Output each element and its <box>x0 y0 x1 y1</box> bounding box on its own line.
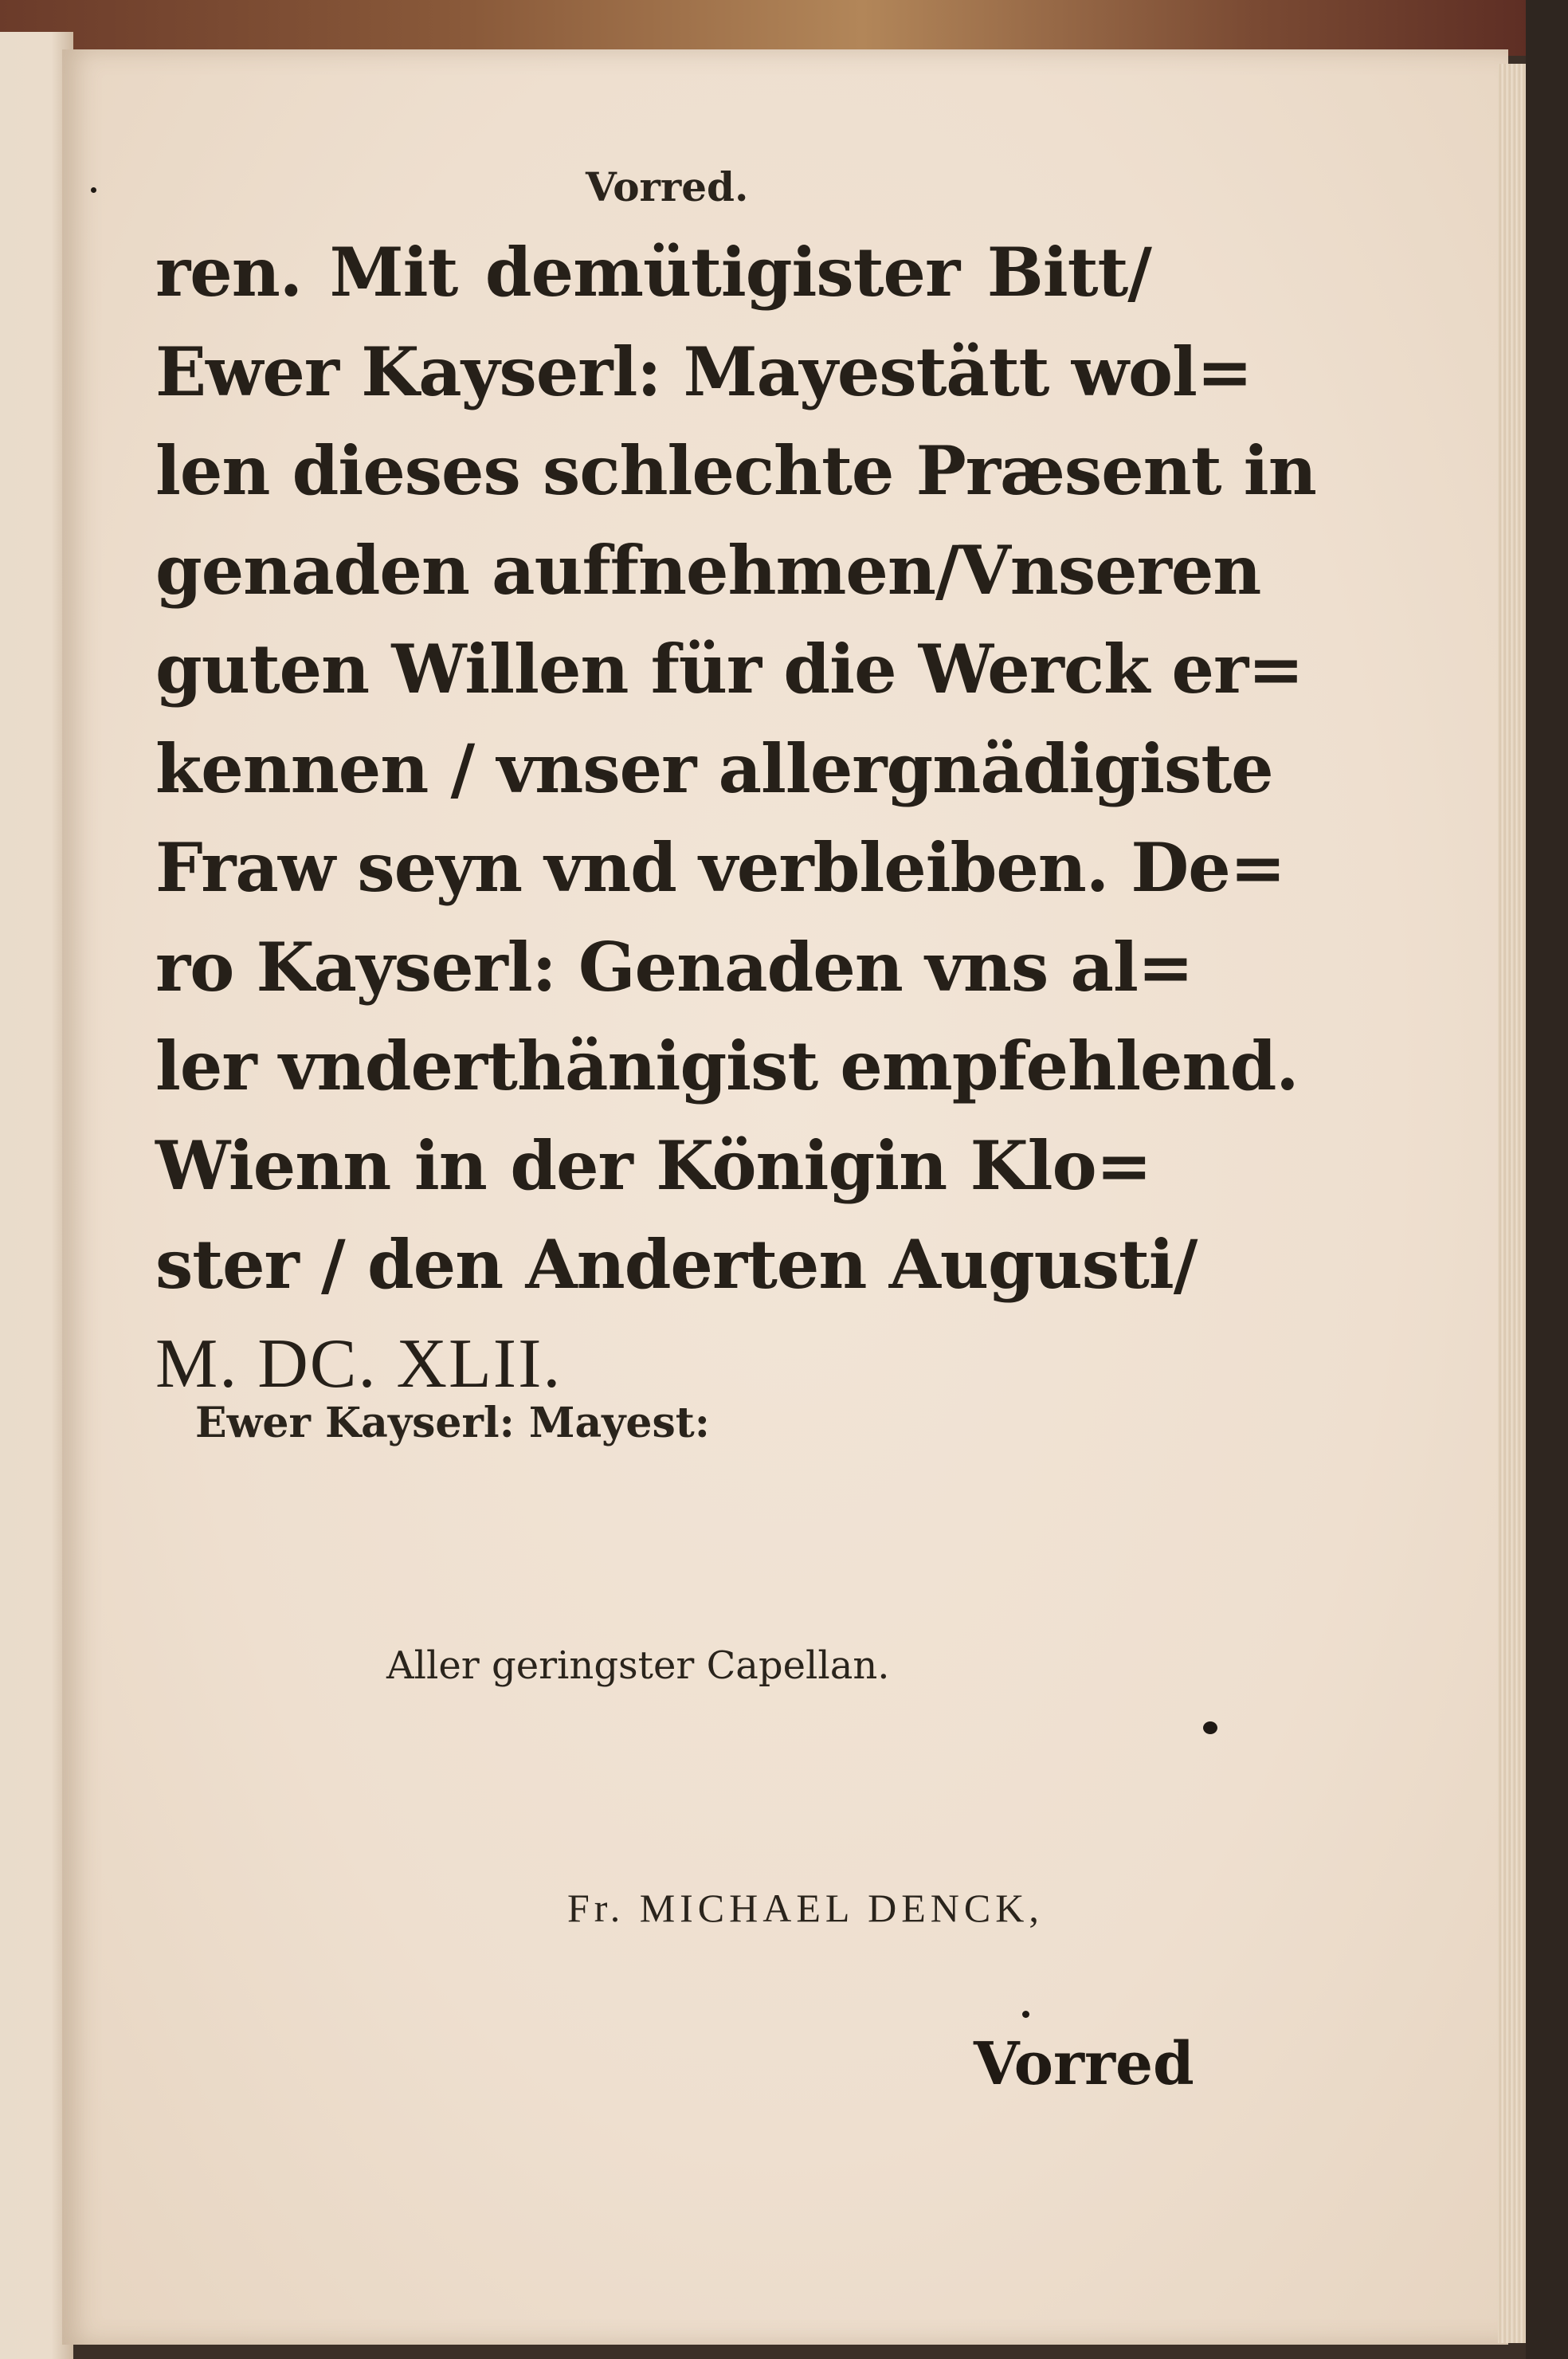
body-text <box>155 223 1316 1414</box>
body-line: kennen / vnser allergnädigiste <box>155 728 1273 808</box>
body-line: Wienn in der Königin Klo= <box>155 1125 1151 1205</box>
body-line: Fraw seyn vnd verbleiben. De= <box>155 828 1286 907</box>
ink-speck <box>1203 1721 1217 1734</box>
page-stack-edge <box>1498 64 1530 2343</box>
book-binding-top <box>0 0 1568 56</box>
body-line: genaden auffnehmen/Vnseren <box>155 530 1261 610</box>
author-name: Fr. MICHAEL DENCK, <box>567 1886 1044 1930</box>
body-line: ren. Mit demütigister Bitt/ <box>155 233 1151 312</box>
catchword: Vorred <box>974 2030 1194 2098</box>
body-line: Ewer Kayserl: Mayestätt wol= <box>155 332 1252 411</box>
body-line: ster / den Anderten Augusti/ <box>155 1225 1198 1304</box>
body-line: ler vnderthänigist empfehlend. <box>155 1026 1299 1105</box>
ink-speck <box>1022 2011 1029 2018</box>
body-line: len dieses schlechte Præsent in <box>155 431 1316 510</box>
date-line: M. DC. XLII. <box>155 1325 563 1403</box>
body-line: ro Kayserl: Genaden vns al= <box>155 927 1194 1007</box>
running-head: Vorred. <box>586 163 749 210</box>
ink-speck <box>91 187 96 193</box>
background-right <box>1526 0 1568 2359</box>
salutation: Ewer Kayserl: Mayest: <box>195 1399 710 1447</box>
body-line: guten Willen für die Werck er= <box>155 630 1303 708</box>
signature-title: Aller geringster Capellan. <box>386 1643 890 1688</box>
